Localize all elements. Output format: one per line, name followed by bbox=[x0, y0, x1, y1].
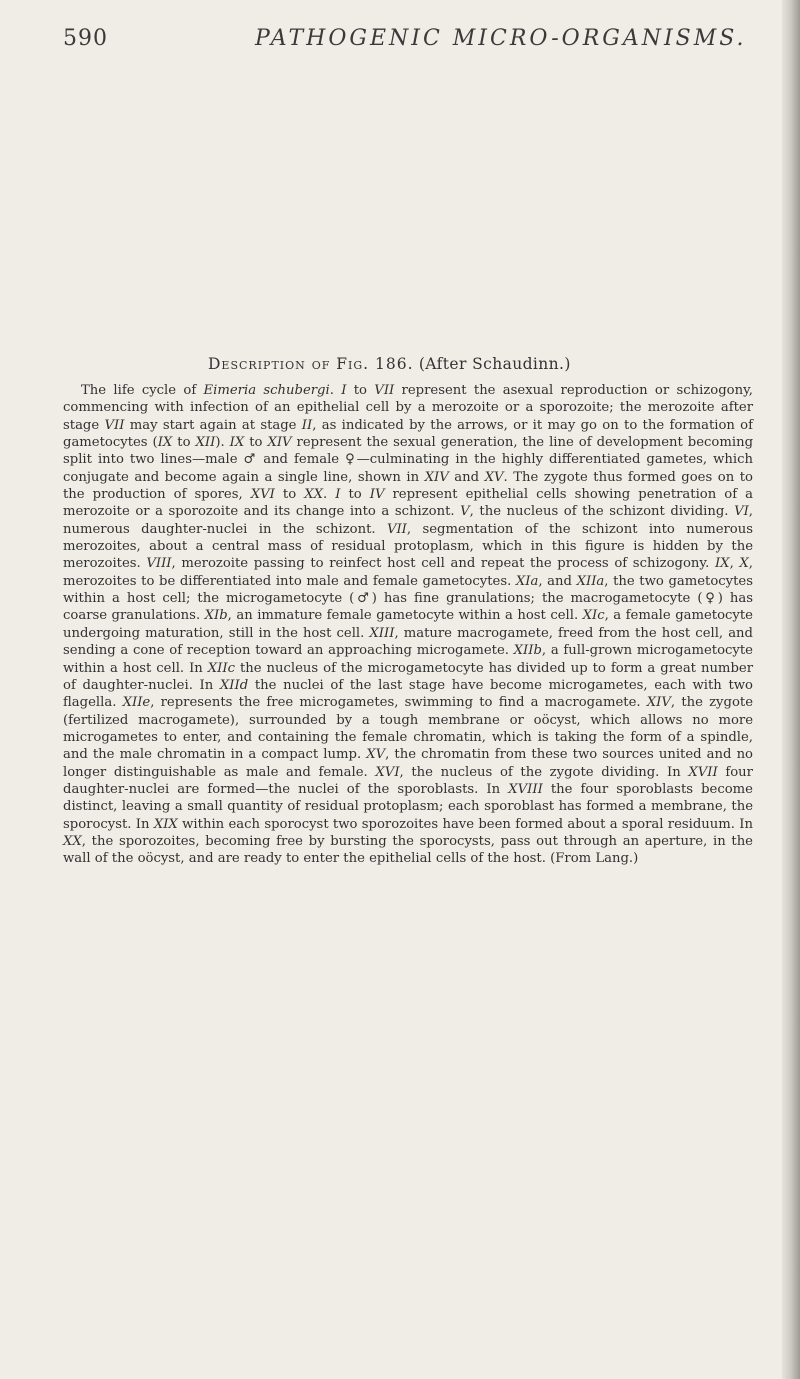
caption-source: (After Schaudinn.) bbox=[418, 355, 571, 373]
figure-caption bbox=[208, 355, 571, 373]
italic-term: XIIe bbox=[122, 695, 151, 711]
text-run: , and bbox=[538, 573, 577, 589]
text-run: . bbox=[329, 383, 342, 398]
page-header bbox=[63, 26, 753, 56]
text-run: , a female gametocyte undergoing maturation, still in the host cell. bbox=[63, 608, 753, 641]
text-run: , as indicated by the arrows, or it may go on to the formation of gametocytes ( bbox=[63, 417, 754, 451]
italic-term: VI bbox=[734, 504, 749, 520]
italic-term: XIV bbox=[646, 695, 671, 711]
italic-term: IX bbox=[714, 556, 730, 572]
italic-term: Eimeria schubergi bbox=[203, 383, 330, 398]
page-number: 590 bbox=[63, 26, 108, 51]
italic-term: XVI bbox=[250, 487, 275, 503]
italic-term: XII bbox=[195, 435, 216, 451]
body-paragraph bbox=[63, 382, 753, 868]
text-run: within each sporocyst two sporozoites have been formed about a sporal residuum. In bbox=[177, 816, 754, 832]
italic-term: IX bbox=[229, 435, 245, 451]
text-run: the four sporoblasts become distinct, leaving a small quantity of residual protoplasm; each sporoblast has formed a membrane, the sporocyst. In bbox=[63, 781, 753, 832]
text-run: , segmentation of the schizont into numerous merozoites, about a central mass of residual protoplasm, which in this figure is hidden by the merozoites. bbox=[63, 521, 754, 572]
text-run: . The zygote thus formed goes on to the production of spores, bbox=[63, 469, 753, 503]
italic-term: XV bbox=[366, 747, 386, 763]
text-run: , the nucleus of the schizont dividing. bbox=[469, 504, 735, 520]
text-run: , the nucleus of the zygote dividing. In bbox=[399, 764, 689, 780]
text-run: four daughter-nuclei are formed—the nuclei of the sporoblasts. In bbox=[63, 764, 753, 797]
italic-term: XV bbox=[484, 469, 504, 485]
text-run: , the zygote (fertilized macrogamete), surrounded by a tough membrane or oöcyst, which allows no more microgametes to enter, and containing the female chromatin, which is taking the form of a spindle, and the male chromatin in a compact lump. bbox=[63, 695, 753, 763]
italic-term: VII bbox=[104, 417, 125, 433]
text-run: , numerous daughter-nuclei in the schizont. bbox=[63, 504, 753, 537]
italic-term: XIII bbox=[369, 625, 395, 641]
text-run: represent the sexual generation, the line of development becoming split into two lines—male ♂ and female ♀—culminating in the highly differentiated gametes, which conjugate and become again a single line, shown in bbox=[63, 435, 754, 485]
italic-term: I bbox=[341, 383, 347, 398]
text-run: , the two gametocytes within a host cell; the microgametocyte (♂) has fine granulations; the macrogametocyte (♀) has coarse granulations. bbox=[63, 573, 754, 624]
text-run: and bbox=[448, 469, 485, 485]
text-run: , an immature female gametocyte within a host cell. bbox=[227, 608, 583, 624]
text-run: to bbox=[346, 383, 375, 398]
italic-term: XIb bbox=[204, 608, 228, 624]
italic-term: X bbox=[739, 556, 749, 572]
text-run: , a full-grown microgametocyte within a host cell. In bbox=[63, 643, 753, 676]
text-run: The life cycle of bbox=[81, 383, 204, 398]
page-edge-shadow bbox=[782, 0, 800, 1379]
italic-term: XIIb bbox=[513, 643, 542, 659]
text-run: the nuclei of the last stage have become microgametes, each with two flagella. bbox=[63, 677, 753, 711]
text-run: represent the asexual reproduction or schizogony, commencing with infection of an epithelial cell by a merozoite or a sporozoite; the merozoite after stage bbox=[63, 383, 753, 433]
text-run: ). bbox=[215, 435, 230, 451]
text-run: , the chromatin from these two sources united and no longer distinguishable as male and female. bbox=[63, 747, 753, 780]
text-run: , merozoite passing to reinfect host cell and repeat the process of schizogony. bbox=[171, 556, 715, 572]
text-run: to bbox=[274, 487, 305, 503]
text-run: the nucleus of the microgametocyte has divided up to form a great number of daughter-nuclei. In bbox=[63, 660, 753, 693]
italic-term: VII bbox=[386, 521, 407, 537]
italic-term: II bbox=[301, 417, 313, 433]
italic-term: VIII bbox=[146, 556, 172, 572]
text-run: may start again at stage bbox=[124, 417, 302, 433]
italic-term: XIIa bbox=[576, 573, 605, 589]
text-run: . bbox=[322, 487, 336, 503]
italic-term: XX bbox=[304, 487, 323, 503]
italic-term: XIV bbox=[267, 435, 292, 451]
italic-term: V bbox=[460, 504, 470, 520]
italic-term: IV bbox=[369, 487, 385, 503]
text-run: to bbox=[340, 487, 370, 503]
italic-term: XVI bbox=[375, 764, 400, 780]
italic-term: XIc bbox=[582, 608, 605, 624]
italic-term: XVII bbox=[688, 764, 718, 780]
italic-term: XIX bbox=[153, 816, 178, 832]
italic-term: XIa bbox=[515, 573, 539, 589]
text-run: to bbox=[244, 435, 268, 451]
text-run: , the sporozoites, becoming free by bursting the sporocysts, pass out through an aperture, in the wall of the oöcyst, and are ready to enter the epithelial cells of the host. (From Lang.) bbox=[63, 833, 753, 867]
italic-term: VII bbox=[374, 383, 395, 398]
italic-term: XIId bbox=[219, 677, 249, 693]
caption-label: Description of Fig. 186. bbox=[208, 355, 414, 373]
italic-term: I bbox=[335, 487, 341, 503]
italic-term: XVIII bbox=[508, 781, 543, 797]
italic-term: XIIc bbox=[207, 660, 235, 676]
italic-term: XX bbox=[63, 833, 82, 849]
text-run: represent epithelial cells showing penetration of a merozoite or a sporozoite and its change into a schizont. bbox=[63, 487, 754, 520]
italic-term: XIV bbox=[424, 469, 449, 485]
italic-term: IX bbox=[157, 435, 173, 451]
text-run: , represents the free microgametes, swimming to find a macrogamete. bbox=[150, 695, 647, 711]
text-run: , merozoites to be differentiated into male and female gametocytes. bbox=[63, 556, 753, 589]
text-run: to bbox=[172, 435, 196, 451]
running-title: PATHOGENIC MICRO-ORGANISMS. bbox=[255, 26, 747, 51]
text-run: , mature macrogamete, freed from the host cell, and sending a cone of reception toward an approaching microgamete. bbox=[63, 625, 753, 659]
text-run: , bbox=[729, 556, 740, 572]
